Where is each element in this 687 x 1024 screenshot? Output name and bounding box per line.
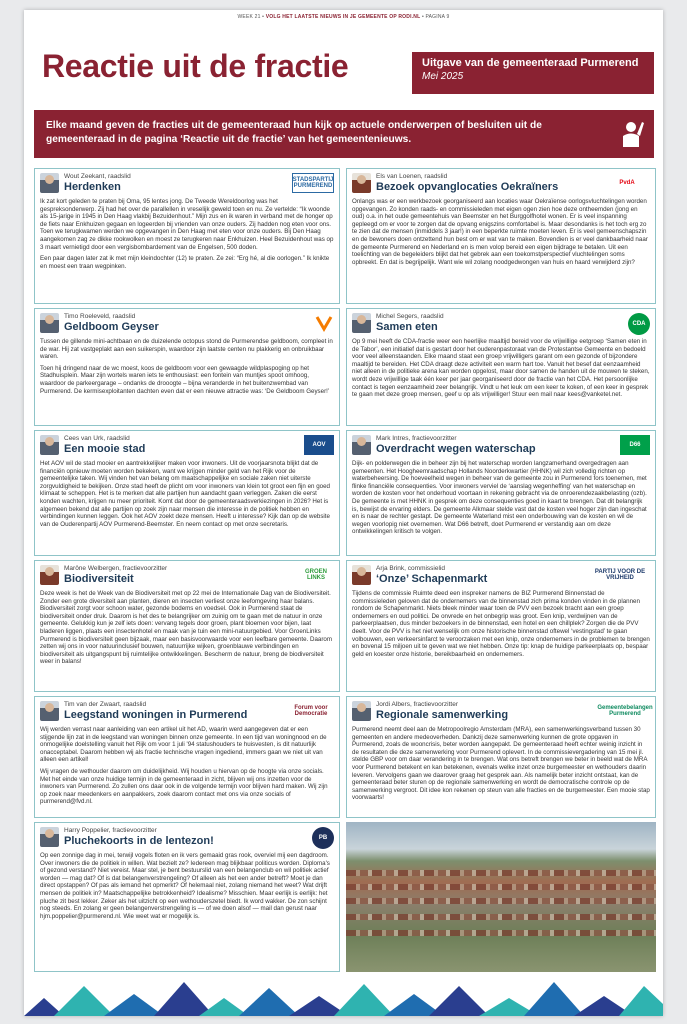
- party-logo: Forum voor Democratie: [294, 705, 328, 717]
- article-card-leegstand: [34, 696, 340, 818]
- party-logo: STADSPARTIJ PURMEREND: [292, 173, 334, 193]
- article-card-herdenken: [34, 168, 340, 304]
- edition-box: [412, 52, 654, 94]
- newspaper-page: [24, 10, 663, 1016]
- party-logo: PvdA: [619, 180, 635, 186]
- article-heading: Geldboom Geyser: [64, 321, 159, 333]
- article-card-schapenmarkt: [346, 560, 656, 692]
- decorative-footer-band: [24, 972, 663, 1016]
- article-author: Marône Welbergen, fractievoorzitter: [64, 565, 168, 572]
- party-logo: [314, 313, 334, 333]
- article-body: Tussen de gillende mini-achtbaan en de duizelende octopus stond de Purmerendse geldboom, compleet in de war. Hij zat vastgeplakt aan een suikerspin, waardoor zijn laatste centen nu plakkerig en onbruikbaar waren. Toen hij dringend naar de wc moest, koos de geldboom voor een gewaagde wildplaspoging op het Stadhuisplein. Maar zijn wortels waren iets te enthousiast: een fontein van muntjes spoot omhoog, waardoor de parkeergarage – ondanks de drooogte – bijna veranderde in het buitenzwembad van Purmerend. De kermisexploitanten dachten even dat er een nieuwe attractie was: ‘De Geldboom Geyser!’: [40, 338, 333, 395]
- article-body: Deze week is het de Week van de Biodiversiteit met op 22 mei de Internationale Dag van de Biodiversiteit. Zonder een grote diversiteit aan planten, dieren en insecten verliest onze leefomgeving haar balans. Biodiversiteit zorgt voor schoon water, gezonde bodems en voedsel. Ook in Purmerend staat de biodiversiteit onder druk. Daarom is het des te belangrijker om zuinig om te gaan met de natuur in onze gemeente. Gelukkig kun je zelf iets doen: vervang tegels door groen, plant bloemen voor bijen, laat bladeren liggen, plaats een insectenhotel en maak van je tuin een mini-natuurgebied. Voor GroenLinks Purmerend is biodiversiteit geen bijzaak, maar een basisvoorwaarde voor een leefbare gemeente. Daarom zetten wij ons in voor natuurinclusief bouwen, natuurrijke wijken, groenblauwe verbindingen en biodiversiteit als uitgangspunt bij ruimtelijke ontwikkelingen. Bescherm de natuur, breng de biodiversiteit weer in balans!: [40, 590, 333, 666]
- avatar: [352, 701, 371, 721]
- article-card-waterschap: [346, 430, 656, 556]
- aerial-photo-purmerend: [346, 822, 656, 972]
- page-title: Reactie uit de fractie: [42, 48, 349, 84]
- running-header: WEEK 21 • VOLG HET LAATSTE NIEUWS IN JE GEMEENTE OP RODI.NL • PAGINA 9: [237, 14, 450, 20]
- avatar: [352, 565, 371, 585]
- article-author: Els van Loenen, raadslid: [376, 173, 448, 180]
- article-author: Timo Roeleveld, raadslid: [64, 313, 136, 320]
- article-body: Tijdens de commissie Ruimte deed een inspreker namens de BIZ Purmerend Binnenstad de commissieleden geloven dat de ondernemers van de binnenstad zich prima konden vinden in de plannen rondom de Schapenmarkt. Niets bleek minder waar toen de PVV een bezoek bracht aan een groep ondernemers en oud politici. De onvrede en het onbegrip was groot. Een knip, verdwijnen van de parkeerplaatsen, dus minder bezoekers in de binnenstad, een hotel en een chillplek? Zorgen die de PVV deelt. Voor de PVV is het niet wenselijk om onze historische binnenstad oftewel ‘vestingstad’ te gaan volbouwen, een verkeersinfarct te veroorzaken met een knip, onze ondernemers in de problemen te brengen en bovenal 15 miljoen uit te geven wat we niet hebben. Onze tip: knap de huidige parkeerplaats op, bespaar geld en koester onze historie, bereikbaarheid en ondernemers.: [352, 590, 650, 658]
- article-card-oekrainers: [346, 168, 656, 304]
- article-card-regionale-samenwerking: [346, 696, 656, 818]
- article-card-pluchekoorts: [34, 822, 340, 972]
- article-heading: ‘Onze’ Schapenmarkt: [376, 573, 488, 585]
- article-card-geldboom: [34, 308, 340, 426]
- avatar: [40, 827, 59, 847]
- avatar: [40, 565, 59, 585]
- article-heading: Biodiversiteit: [64, 573, 134, 585]
- article-heading: Samen eten: [376, 321, 438, 333]
- vvd-logo-icon: [315, 314, 333, 332]
- avatar: [40, 701, 59, 721]
- article-heading: Een mooie stad: [64, 443, 146, 455]
- article-author: Cees van Urk, raadslid: [64, 435, 130, 442]
- party-logo: Gemeentebelangen Purmerend: [597, 705, 653, 717]
- article-body: Het AOV wil de stad mooier en aantrekkelijker maken voor inwoners. Uit de voorjaarsnota blijkt dat de financiën opnieuw moeten worden bekeken, want we krijgen minder geld van het Rijk voor de gemeentelijke taken. Wij vinden het van belang om maatschappelijke en sociale zaken niet uiterste zorgvuldigheid te bekijken. Onze stad heeft de plicht om voor inwoners van klein tot groot een fijn en goed klimaat te scheppen. Het is te merken dat alle partijen hun aandacht gaan verleggen. Zaken die eerst konden wachten, krijgen nu meer prioriteit. Komt dat door de gemeenteraadsverkiezingen in 2026? Het is algemeen bekend dat alle partijen op zoek zijn naar mensen die interesse in de politiek hebben en verbindingen kunnen leggen. Ook het AOV zoekt deze mensen. Heeft u interesse? Kijk dan op de website van de Ouderenpartij AOV Purmerend-Beemster. En neem contact op met onze secretaris.: [40, 460, 330, 528]
- article-author: Tim van der Zwaart, raadslid: [64, 701, 147, 708]
- raised-hand-icon: [618, 118, 644, 148]
- party-logo: AOV: [304, 435, 334, 455]
- article-heading: Leegstand woningen in Purmerend: [64, 709, 248, 721]
- article-card-mooie-stad: [34, 430, 340, 556]
- article-body: Purmerend neemt deel aan de Metropoolregio Amsterdam (MRA), een samenwerkingsverband tussen 30 gemeenten en andere medeoverheden. Dankzij deze samenwerking kunnen de grote opgaven in Purmerend, zoals de wooncrisis, beter worden aangepakt. De gemeenteraad heeft echter weinig inzicht in de resultaten die deze samenwerking voor Purmerend oplevert. In de commissievergadering van 15 mei jl. stelde GBP voor om daar verandering in te brengen. Wat ons betreft brengen we beter in beeld wat de MRA voor Purmerend betekent en kan betekenen, evenals welke inzet onze burgemeester en wethouders daarin leveren. Vervolgens gaan we daarover graag het gesprek aan. Als namelijk beter inzicht ontstaat, kan de gemeenteraad beter sturen op de regionale samenwerking en wordt de democratische controle op de samenwerking vergroot. Dit idee kon rekenen op steun van alle fracties en de burgemeester. Een mooie stap voorwaarts!: [352, 726, 650, 802]
- article-body: Onlangs was er een werkbezoek georganiseerd aan locaties waar Oekraïense oorlogsvluchtelingen worden opgevangen. Zo konden raads- en commissieleden met eigen ogen zien hoe deze ontheemden (jong en oud) o.a. in het oude gemeentehuis van Beemster en het Burggolfhotel wonen. Er is veel inspanning gepleegd om er voor te zorgen dat de opvang enigszins comfortabel is. Maar desondanks is het toch erg zo te zien dat de mensen (inmiddels 3 jaar!) in een beperkte ruimte moeten leven. Er is veel gemeenschapszin en de bewoners doen ontzettend hun best om er wat van te maken. Bovendien is er veel dankbaarheid naar de gemeente Purmerend en Nederland en is men volop bereid een eigen bijdrage te betalen. Uit een toelichting van de begeleiders blijkt dat het gebrek aan een toekomstperspectief vluchtelingen soms opbreekt. En dat is begrijpelijk. Want wie wil zolang noodgedwongen van huis en haard verwijderd zijn?: [352, 198, 648, 266]
- article-card-biodiversiteit: [34, 560, 340, 692]
- article-author: Mark Intres, fractievoorzitter: [376, 435, 457, 442]
- avatar: [40, 435, 59, 455]
- article-heading: Bezoek opvanglocaties Oekraïners: [376, 181, 559, 193]
- article-body: Ik zat kort geleden te praten bij Oma, 95 lentes jong. De Tweede Wereldoorlog was het gespreksonderwerp. Zij had het over de parallellen in vreselijk geweld toen en nu. Ze vertelde: “Ik woonde als 15-jarige in 1945 in Den Haag vlakbij Bezuidenhout.” Mijn zus en ik waren in verband met de honger op de fiets naar Enkhuizen gegaan en logeerden bij vrienden van onze ouders. Zij hadden nog eten voor ons. Toen we terugkwamen werden we opgevangen in Den Haag met eten voor onze ouders. Bij Den Haag aangekomen zag ze dikke rookwolken en moest ze terugkeren naar Enkhuizen. Heel Bezuidenhout was op 3 maart vernietigd door een vergisbombardement van de Engelsen, 500 doden. Een paar dagen later zat ik met mijn kleindochter (12) te praten. Ze zei: “Erg hé, al die oorlogen.” Ik knikte en moest een traan wegpinken.: [40, 198, 334, 270]
- article-heading: Overdracht wegen waterschap: [376, 443, 536, 455]
- party-logo: CDA: [628, 313, 650, 335]
- article-body: Dijk- en polderwegen die in beheer zijn bij het waterschap worden langzamerhand overgedragen aan gemeenten. Het Hoogheemraadschap Hollands Noorderkwartier (HHNK) wil zich volledig richten op waterbeheersing. De hoeveelheid wegen in beheer van de gemeente zou in Purmerend fors toenemen, met flinke financiële consequenties. Voor inwoners verviel de ‘aanslag wegenheffing’ van het waterschap en worden de kosten voor het onderhoud voortaan in rekening gebracht via de onroerendezaakbelasting (ozb). De gemeente is met HHNK in gesprek om deze consequenties goed in kaart te brengen. Dat dit belangrijk is, bewijst de ervaring elders. De gemeente Alkmaar stelde vast dat de kosten veel hoger zijn dan ingeschat en is naar de rechter gestapt. De gemeente Waterland mist een onderbouwing van de kosten en wil de wegen voorlopig niet overnemen. Wat D66 betreft, doet Purmerend er verstandig aan om deze ontwikkelingen kritisch te volgen.: [352, 460, 647, 536]
- article-body: Op een zonnige dag in mei, terwijl vogels floten en ik vers gemaaid gras rook, overviel mij een dagdroom. Over inwoners die de politiek in willen. Wat bezielt ze? Iedereen mag blijkbaar politicus worden. Diploma's of gezond verstand? Niet vereist. Maar stel, je bent bestuurslid van een belangenclub en wil politiek actief worden — mag dat? Of is dat belangenverstrengeling? Of alleen als het een ander betreft? Moet je dan direct opstappen? Of pas als iemand het opmerkt? Of helemaal niet, zolang niemand het weet? Wat drijft mensen de politiek in? Maatschappelijke betrokkenheid? Idealisme? Misschien. Maar eerlijk is eerlijk: het pluche zit best lekker. Zeker als het uitzicht op een wethouderszetel biedt. Ik word wakker. De zon schijnt nog steeds. En zolang er geen belangenverstrengeling is — of we doen alsof — mail dan gerust naar hjm.poppelier@purmerend.nl. Wie weet wat er mogelijk is.: [40, 852, 330, 920]
- article-card-samen-eten: [346, 308, 656, 426]
- article-author: Jordi Albers, fractievoorzitter: [376, 701, 459, 708]
- edition-publisher: Uitgave van de gemeenteraad Purmerend: [422, 57, 639, 69]
- intro-banner: [34, 110, 654, 158]
- intro-text: Elke maand geven de fracties uit de gemeenteraad hun kijk op actuele onderwerpen of besluiten uit de gemeenteraad in de pagina ‘Reactie uit de fractie’ van het gemeentenieuws.: [46, 120, 542, 145]
- avatar: [352, 435, 371, 455]
- article-author: Harry Poppelier, fractievoorzitter: [64, 827, 157, 834]
- article-author: Arja Brink, commissielid: [376, 565, 445, 572]
- article-body: Wij werden verrast naar aanleiding van een artikel uit het AD, waarin werd aangegeven dat er een stijgende lijn zat in de leegstand van woningen binnen onze gemeente. In een tijd van woningnood en de onmogelijke doelstelling vanuit het Rijk om voor 1 juli '94 statushouders te huisvesten, is dit natuurlijk onacceptabel. Daarom hebben wij als fractie technische vragen ingediend, immers gaan we niet uit van alleen een artikel! Wij vragen de wethouder daarom om duidelijkheid. Wij houden u hiervan op de hoogte via onze socials. Met het einde van onze huidige termijn in de gemeenteraad in zicht, blijven wij ons inzetten voor de inwoners van Purmerend. Zo zullen ons daar ook in de volgende termijn voor blijven hard maken. Wij zijn op zoek naar meedenkers en aanpakkers, zoek daarom contact met ons via onze socials of purmerend@fvd.nl.: [40, 726, 328, 806]
- party-logo: PARTIJ VOOR DE VRIJHEID: [594, 569, 646, 581]
- avatar: [352, 173, 371, 193]
- edition-date: Mei 2025: [422, 71, 464, 82]
- article-heading: Herdenken: [64, 181, 121, 193]
- party-logo: PB: [312, 827, 334, 849]
- article-heading: Regionale samenwerking: [376, 709, 509, 721]
- article-author: Michel Segers, raadslid: [376, 313, 444, 320]
- avatar: [40, 313, 59, 333]
- party-logo: D66: [620, 435, 650, 455]
- article-body: Op 9 mei heeft de CDA-fractie weer een heerlijke maaltijd bereid voor de vrijwillige eetgroep ‘Samen eten in de Tabor’, een initiatief dat is gestart door het ouderenpastoraat van de Protestantse Gemeente en bedoeld voor veel alleenstaanden. Elke maand staat een groep vrijwilligers garant om een gezonde of bijzondere maaltijd te bereiden. Het CDA draagt deze activiteit een warm hart toe. Vanuit het besef dat eenzaamheid niet alleen in de politieke arena kan worden opgelost, maar door samen de handen uit de mouwen te steken, wordt deze vrijwillige taak één keer per jaar georganiseerd door de fractie van het CDA. Het persoonlijke contact is tegen eenzaamheid zeer belangrijk. Vindt u het leuk om een keer te koken, of een keer in gesprek te gaan met deze groep mensen, geef u op als vrijwilliger! Stuur een mail naar kees@vanketel.net.: [352, 338, 650, 399]
- party-logo: GROEN LINKS: [304, 569, 327, 581]
- avatar: [352, 313, 371, 333]
- article-author: Wout Zeekant, raadslid: [64, 173, 131, 180]
- avatar: [40, 173, 59, 193]
- article-heading: Pluchekoorts in de lentezon!: [64, 835, 214, 847]
